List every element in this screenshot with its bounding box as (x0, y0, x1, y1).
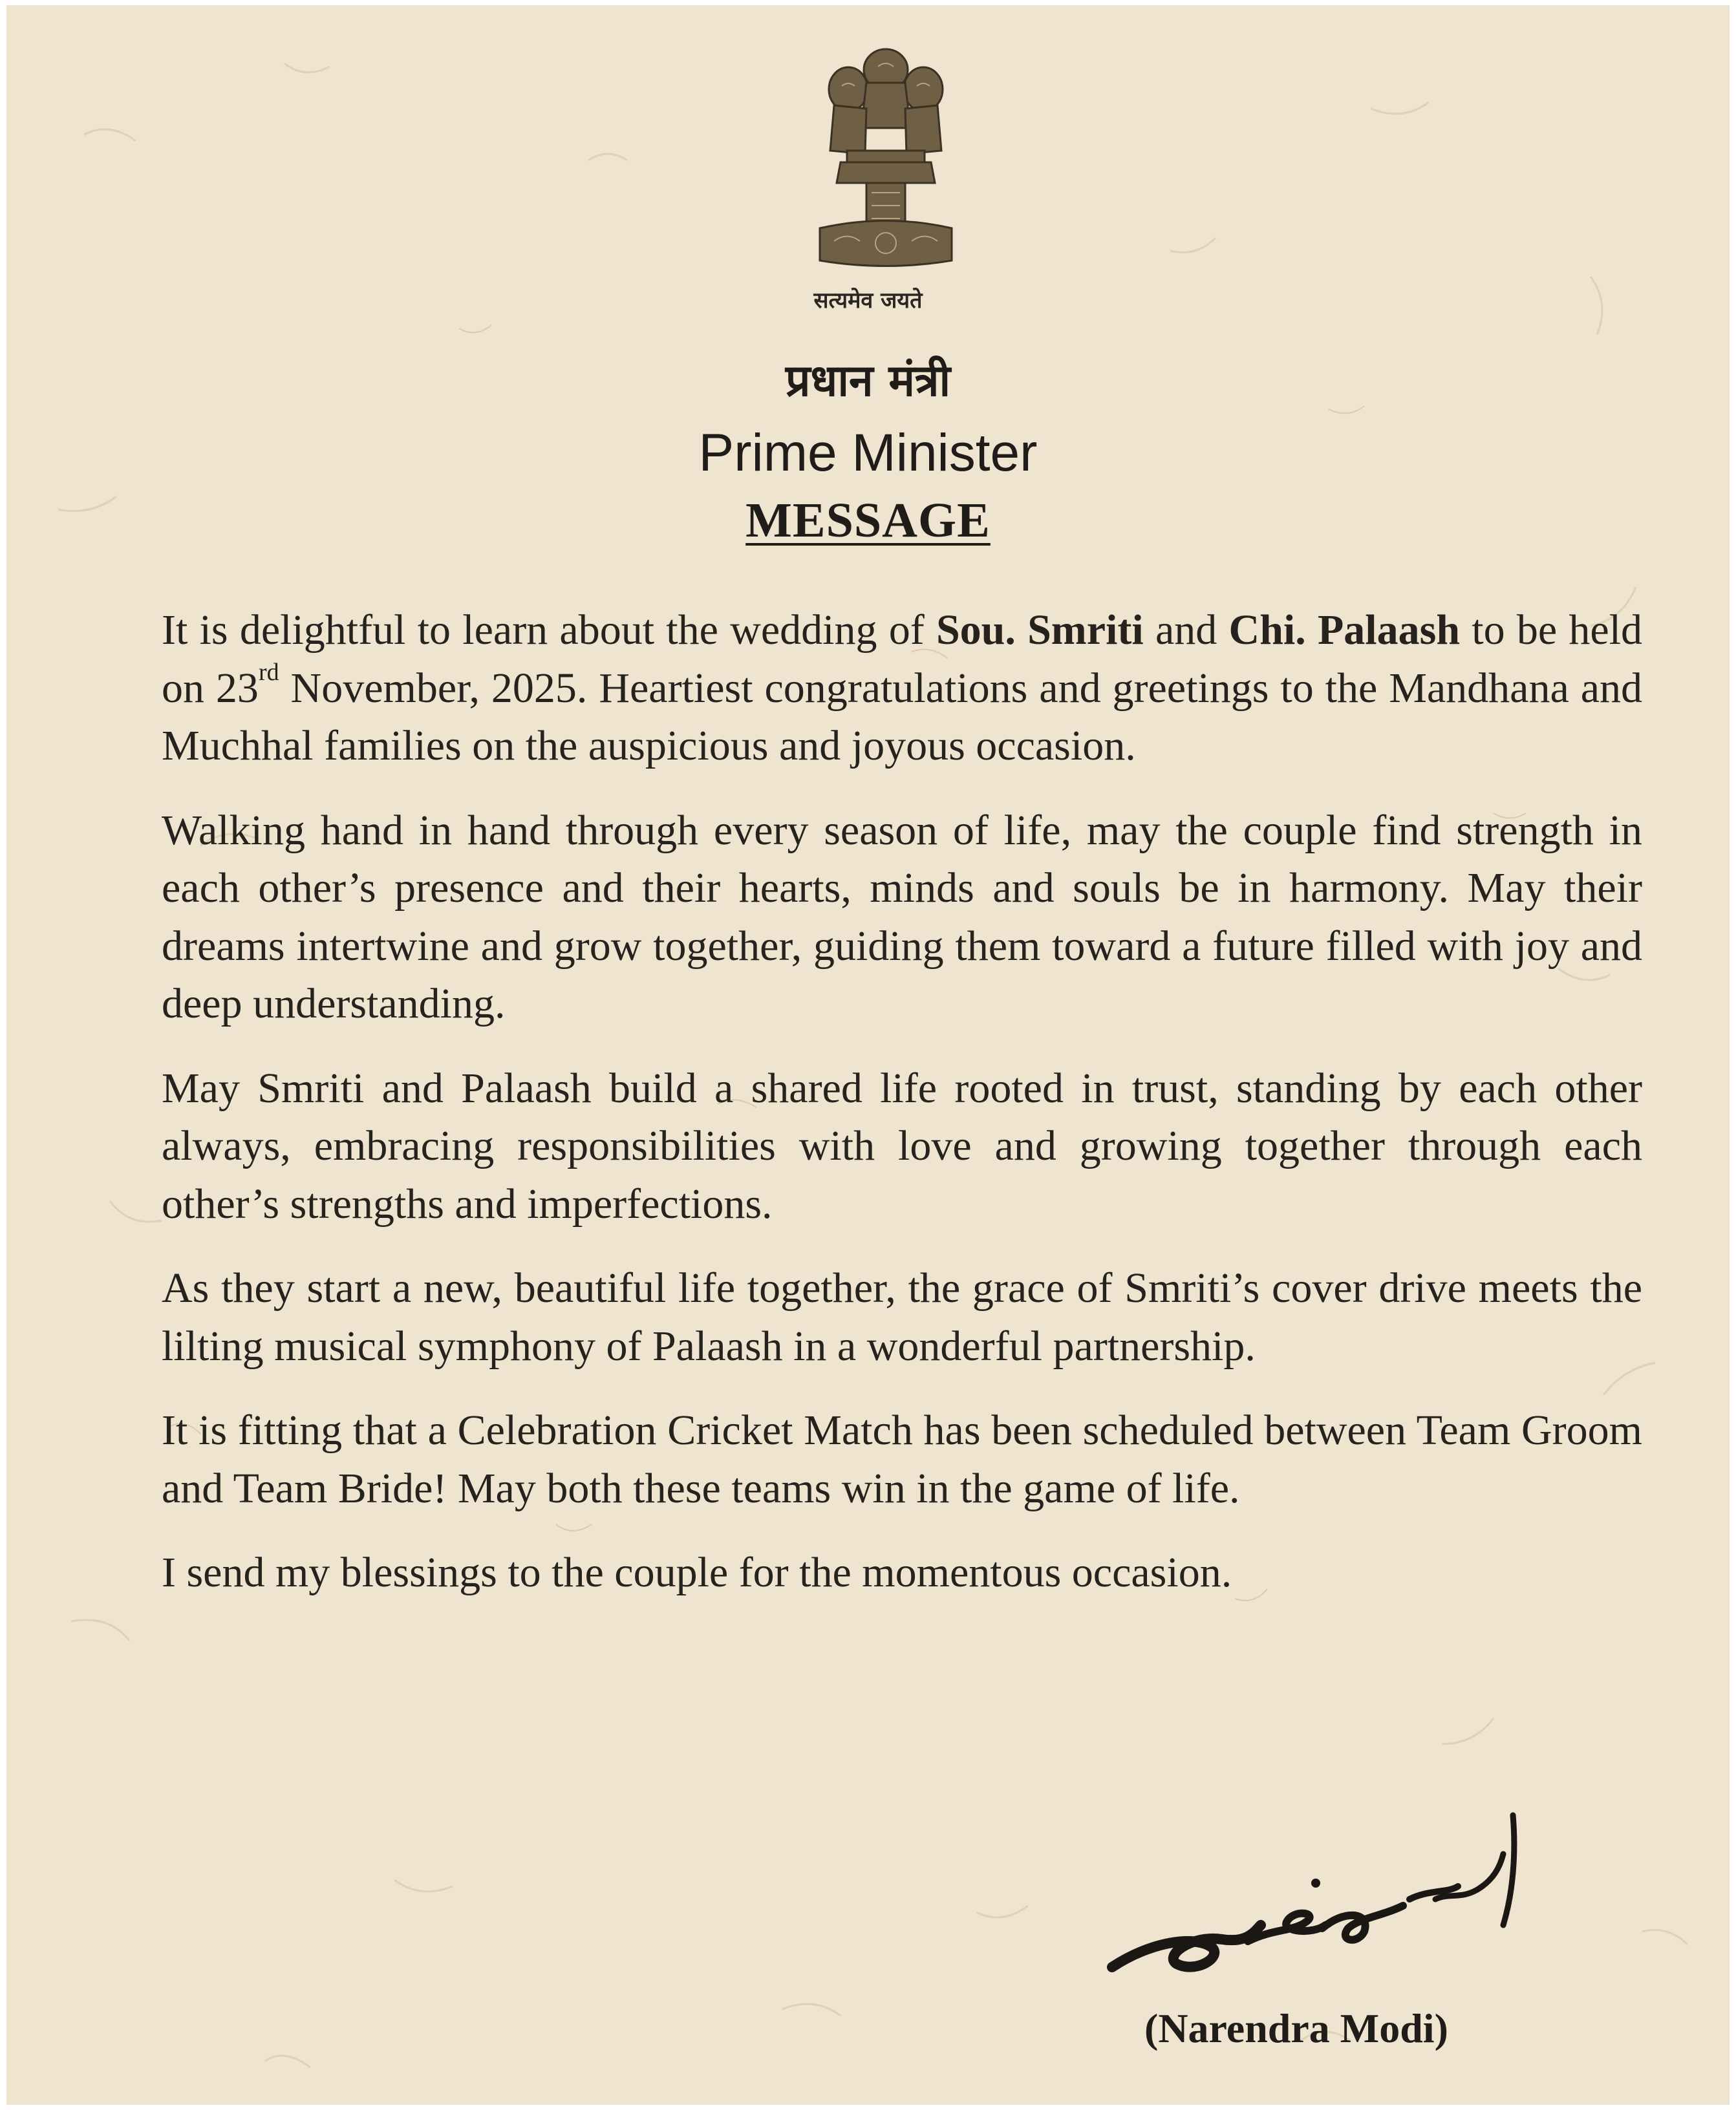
paragraph-wedding-announcement (162, 601, 1642, 775)
bride-name: Sou. Smriti (936, 606, 1144, 654)
paragraph-blessing-harmony: Walking hand in hand through every season of life, may the couple find strength in each other’s presence and their hearts, minds and souls be in harmony. May their dreams intertwine and grow together, guiding them toward a future filled with joy and deep understanding. (162, 806, 1642, 1027)
emblem-motto: सत्यमेव जयते (813, 288, 923, 314)
state-emblem-icon (802, 44, 970, 283)
paragraph-shared-life: May Smriti and Palaash build a shared life rooted in trust, standing by each other always, embracing responsibilities with love and growing together through each other’s strengths and imperfections. (162, 1064, 1642, 1228)
letter-paper (6, 5, 1730, 2105)
message-heading-text: MESSAGE (745, 493, 991, 548)
handwritten-signature (1099, 1802, 1552, 1996)
paragraph-closing-blessing: I send my blessings to the couple for the momentous occasion. (162, 1549, 1232, 1596)
office-title-english: Prime Minister (698, 423, 1038, 482)
date-ordinal: rd (258, 658, 279, 686)
p1-and: and (1143, 606, 1229, 654)
p1-date-intro: to be held on 23 (162, 606, 1643, 712)
paragraph-cricket-match: It is fitting that a Celebration Cricket Match has been scheduled between Team Groom and Team Bride! May both these teams win in the game of life. (162, 1407, 1642, 1512)
p1-lead: It is delightful to learn about the wedding of (162, 606, 936, 654)
signatory-name: (Narendra Modi) (1144, 2005, 1448, 2051)
office-title-hindi: प्रधान मंत्री (785, 356, 951, 407)
p1-rest: November, 2025. Heartiest congratulations and greetings to the Mandhana and Muchhal families on the auspicious and joyous occasion. (162, 664, 1642, 769)
message-heading (6, 491, 1730, 549)
message-body (162, 601, 1642, 1602)
groom-name: Chi. Palaash (1228, 606, 1461, 654)
paragraph-partnership: As they start a new, beautiful life together, the grace of Smriti’s cover drive meets the lilting musical symphony of Palaash in a wonderful partnership. (162, 1264, 1642, 1370)
